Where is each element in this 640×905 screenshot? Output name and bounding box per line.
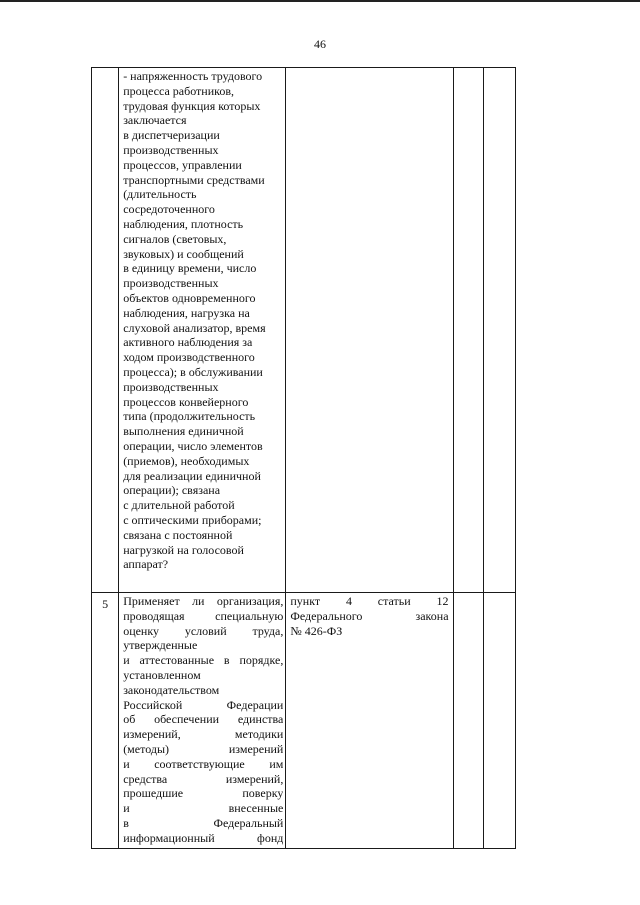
question-text xyxy=(119,68,285,574)
text-line: производственных xyxy=(123,276,219,291)
text-line: активного наблюдения за xyxy=(123,335,253,350)
text-line: ходом производственного xyxy=(123,350,255,365)
text-line: для реализации единичной xyxy=(123,468,261,483)
reference-cell xyxy=(286,593,453,849)
text-line: (длительность xyxy=(123,187,197,202)
text-line: Российской Федерации xyxy=(123,697,284,712)
text-line: № 426-ФЗ xyxy=(290,623,343,638)
text-line: нагрузкой на голосовой xyxy=(123,542,244,557)
text-line: операции, число элементов xyxy=(123,438,263,453)
row-number-cell: 5 xyxy=(92,593,119,849)
text-line: Применяет ли организация, xyxy=(123,594,284,608)
text-line: трудовая функция которых xyxy=(123,98,261,113)
text-line: средства измерений, xyxy=(123,771,284,786)
checklist-table xyxy=(91,67,516,849)
text-line: Федерального закона xyxy=(290,608,449,623)
text-line: утвержденные xyxy=(123,638,198,653)
answer-cell-b xyxy=(483,593,515,849)
answer-cell-a xyxy=(453,593,483,849)
answer-cell-a xyxy=(453,68,483,593)
text-line: объектов одновременного xyxy=(123,290,256,305)
reference-text xyxy=(286,68,452,71)
text-line: заключается xyxy=(123,113,187,128)
reference-text xyxy=(286,593,452,640)
text-line: оценку условий труда, xyxy=(123,623,284,638)
text-line: процессов, управлении xyxy=(123,157,242,172)
text-line: выполнения единичной xyxy=(123,424,244,439)
text-line: в диспетчеризации xyxy=(123,128,220,143)
text-line: информационный фонд xyxy=(123,830,284,845)
text-line: и соответствующие им xyxy=(123,756,284,771)
text-line: с оптическими приборами; xyxy=(123,512,262,527)
text-line: производственных xyxy=(123,379,219,394)
question-text xyxy=(119,593,285,848)
text-line: транспортными средствами xyxy=(123,172,265,187)
reference-cell xyxy=(286,68,453,593)
text-line: измерений, методики xyxy=(123,727,284,742)
text-line: операции); связана xyxy=(123,483,221,498)
text-line: пункт 4 статьи 12 xyxy=(290,594,449,608)
text-line: об обеспечении единства xyxy=(123,712,284,727)
text-line: с длительной работой xyxy=(123,498,235,513)
text-line: (приемов), необходимых xyxy=(123,453,250,468)
text-line: производственных xyxy=(123,142,219,157)
text-line: сосредоточенного xyxy=(123,202,215,217)
row-number-cell xyxy=(92,68,119,593)
text-line: связана с постоянной xyxy=(123,527,233,542)
table-row xyxy=(92,593,516,849)
top-border-line xyxy=(0,0,640,2)
question-cell xyxy=(119,68,286,593)
text-line: (методы) измерений xyxy=(123,741,284,756)
text-line: и аттестованные в порядке, xyxy=(123,653,284,668)
text-line: звуковых) и сообщений xyxy=(123,246,244,261)
table-row xyxy=(92,68,516,593)
text-line: законодательством xyxy=(123,682,220,697)
text-line: аппарат? xyxy=(123,557,169,572)
question-cell xyxy=(119,593,286,849)
text-line: наблюдения, нагрузка на xyxy=(123,305,250,320)
text-line: наблюдения, плотность xyxy=(123,216,244,231)
text-line: типа (продолжительность xyxy=(123,409,256,424)
page-number: 46 xyxy=(314,37,326,51)
text-line: процесса работников, xyxy=(123,83,235,98)
text-line: и внесенные xyxy=(123,801,284,816)
answer-cell-b xyxy=(483,68,515,593)
text-line: процесса); в обслуживании xyxy=(123,364,263,379)
text-line: в Федеральный xyxy=(123,815,284,830)
text-line: в единицу времени, число xyxy=(123,261,257,276)
text-line: - напряженность трудового xyxy=(123,69,263,83)
text-line: проводящая специальную xyxy=(123,608,284,623)
text-line: сигналов (световых, xyxy=(123,231,227,246)
text-line: прошедшие поверку xyxy=(123,786,284,801)
text-line: установленном xyxy=(123,667,201,682)
text-line: процессов конвейерного xyxy=(123,394,249,409)
text-line: слуховой анализатор, время xyxy=(123,320,266,335)
